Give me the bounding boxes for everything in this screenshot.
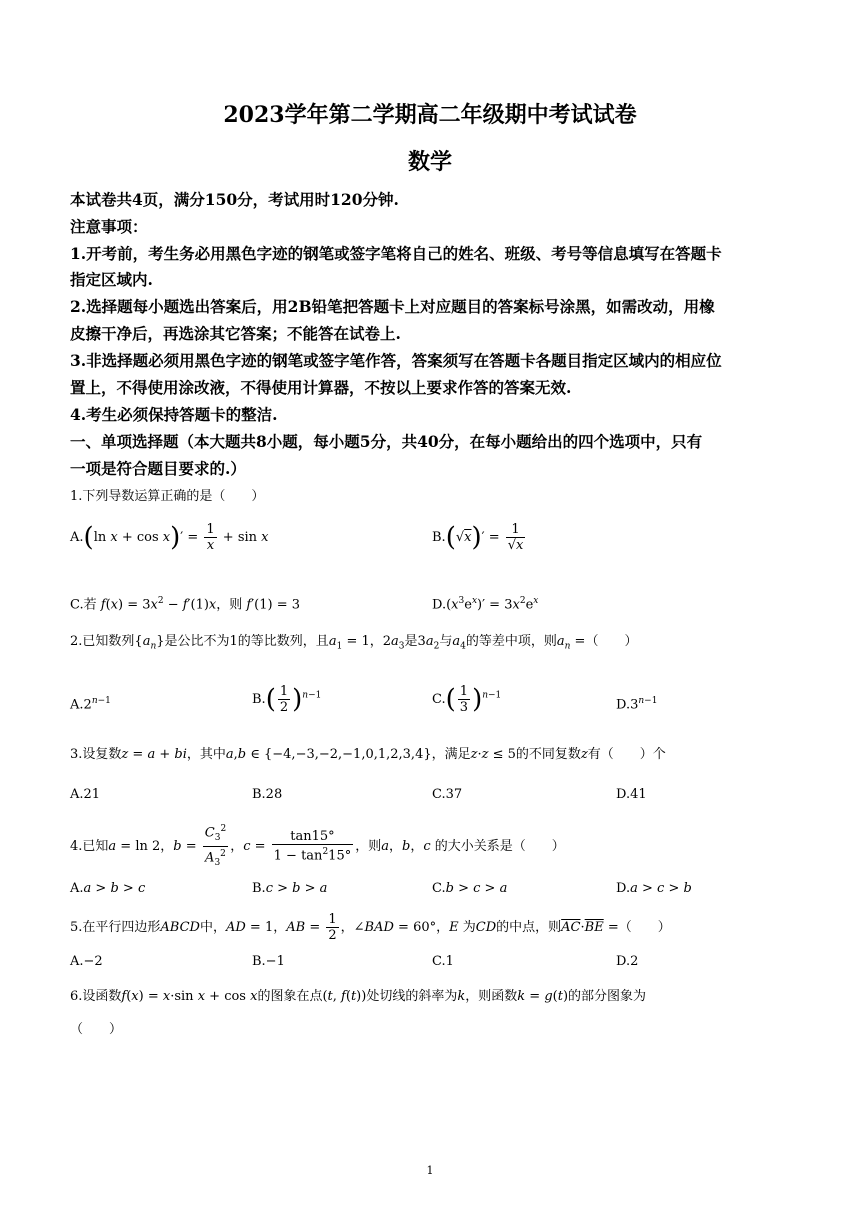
q1-option-a: A.(ln x + cos x)′ = $\frac{1}{x}$ + sin x [70, 522, 269, 553]
q5-option-d: D.2 [616, 954, 639, 969]
note-line: 指定区域内. [70, 270, 153, 289]
q3-option-a: A.21 [70, 787, 101, 802]
note-line: 3.非选择题必须用黑色字迹的钢笔或签字笔作答，答案须写在答题卡各题目指定区域内的相应位 [70, 351, 722, 370]
note-line: 置上，不得使用涂改液，不得使用计算器，不按以上要求作答的答案无效. [70, 378, 572, 397]
q1-option-d: $D.(x^3e^x)' = 3x^2e^x$ [432, 596, 539, 613]
q4-option-c: C.b > c > a [432, 881, 508, 896]
exam-info: 本试卷共4页，满分150分，考试用时120分钟. [70, 190, 399, 209]
question-6-stem: 6.设函数f(x) = x·sin x + cos x的图象在点(t, f(t))处切线的斜率为k，则函数k = g(t)的部分图象为 [70, 989, 647, 1004]
exam-title: 2023学年第二学期高二年级期中考试试卷 [223, 102, 637, 128]
q3-option-b: B.28 [252, 787, 283, 802]
page-number: 1 [426, 1164, 434, 1177]
note-line: 2.选择题每小题选出答案后，用2B铅笔把答题卡上对应题目的答案标号涂黑，如需改动，用橡 [70, 297, 715, 316]
q4-option-d: D.a > c > b [616, 881, 692, 896]
q4-option-b: B.c > b > a [252, 881, 328, 896]
question-2-stem: 2.已知数列$\{a_n\}$是公比不为1的等比数列，且$a_1 = 1$，$2a_3$是$3a_2$与$a_4$的等差中项，则$a_n$ =（ ） [70, 634, 638, 652]
question-4-stem: 4.已知a = ln 2，b = $\frac{C_3^2}{A_3^2}$ ，c = $\frac{\tan 15^\circ}{1 - \tan^215^\circ}$ ，则a，b，c 的大小关系是（ ） [70, 824, 565, 868]
note-line: 1.开考前，考生务必用黑色字迹的钢笔或签字笔将自己的姓名、班级、考号等信息填写在答题卡 [70, 244, 722, 263]
q1-option-b: B.(√x)′ = $\frac{1}{√x}$ [432, 522, 524, 553]
q4-option-a: A.a > b > c [70, 881, 146, 896]
question-1-stem: 1.下列导数运算正确的是（ ） [70, 489, 265, 504]
question-6-stem-cont: （ ） [70, 1022, 123, 1037]
note-line: 4.考生必须保持答题卡的整洁. [70, 405, 278, 424]
q5-option-c: C.1 [432, 954, 454, 969]
notes-heading: 注意事项： [70, 217, 148, 236]
q2-option-c: C.( $\frac{1}{3}$ )$^{n-1}$ [432, 684, 502, 715]
question-3-stem: 3.设复数z = a + bi，其中a,b ∈ {−4,−3,−2,−1,0,1,2,3,4}，满足z·z ≤ 5的不同复数z有（ ）个 [70, 747, 666, 762]
subject-title: 数学 [407, 149, 452, 175]
note-line: 皮擦干净后，再选涂其它答案；不能答在试卷上. [70, 324, 401, 343]
q2-option-a: $A.2^{n-1}$ [70, 696, 111, 713]
question-5-stem: 5.在平行四边形ABCD中，AD = 1，AB = $\frac{1}{2}$ ，∠BAD = 60°，E 为CD的中点，则$\overline{AC}\cdot\overline{BE}$ =（ ） [70, 912, 671, 943]
q5-option-a: A.−2 [70, 954, 103, 969]
section-heading-cont: 一项是符合题目要求的.） [70, 459, 246, 478]
q3-option-c: C.37 [432, 787, 463, 802]
section-heading: 一、单项选择题（本大题共8小题，每小题5分，共40分，在每小题给出的四个选项中，只有 [70, 432, 703, 451]
q5-option-b: B.−1 [252, 954, 285, 969]
q2-option-b: B.( $\frac{1}{2}$ )$^{n-1}$ [252, 684, 322, 715]
q1-option-c: C.若 $f(x) = 3x^2 - f'(1)x$，则 f′(1) = 3 [70, 596, 301, 613]
q3-option-d: D.41 [616, 787, 647, 802]
q2-option-d: $D.3^{n-1}$ [616, 696, 658, 713]
